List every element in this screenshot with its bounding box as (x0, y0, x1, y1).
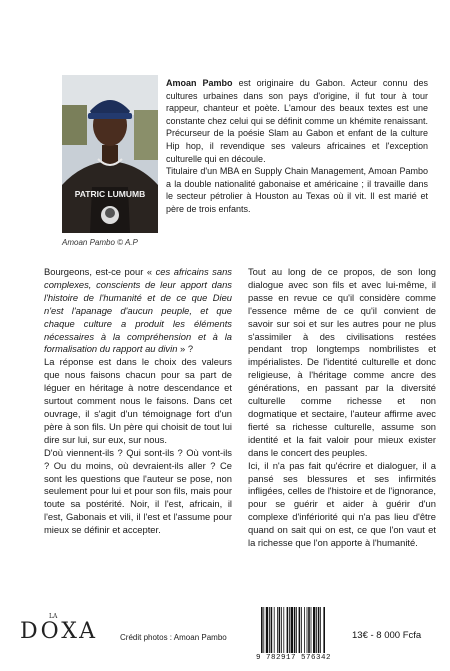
author-photo (62, 75, 158, 233)
right-paragraph-2: Ici, il n'a pas fait qu'écrire et dialoguer, il a pansé ses blessures et ses infirmités infligées, celles de l'histoire et de l'ignorance, pour se guérir et aider à guérir d'un complexe d'infériorité qui n'a pas lieu d'être quand on sait qui on est, ce que l'on vaut et la richesse que l'on apporte à l'humanité. (248, 459, 436, 549)
shirt-text-line1: PATRIC LUMUMB (74, 189, 146, 199)
publisher-logo-text: DOXA (20, 619, 99, 644)
author-name: Amoan Pambo (166, 78, 233, 88)
publisher-logo-prefix: LA (49, 613, 58, 620)
bio-paragraph-2: Titulaire d'un MBA en Supply Chain Management, Amoan Pambo a la double nationalité gabonaise et américaine ; il travaille dans le secteur pétrolier à Houston au Texas où il vit. Il est marié et père de trois enfants. (166, 166, 428, 214)
price: 13€ - 8 000 Fcfa (352, 630, 422, 641)
left-p1-start: Bourgeons, est-ce pour « (44, 266, 156, 277)
blurb-left-column (44, 266, 232, 537)
left-paragraph-1 (44, 266, 232, 356)
left-paragraph-2: La réponse est dans le choix des valeurs que nous faisons chacun pour sa part de léguer en héritage à notre descendance et surtout comment nous le faisons. Dans cet ouvrage, il s'agit d'un témoignage fort d'un père à son fils. Un père qui choisit de tout lui dire sur lui, sur eux, sur nous. (44, 356, 232, 445)
photo-caption: Amoan Pambo © A.P (62, 238, 138, 247)
isbn-barcode (260, 607, 346, 653)
bio-intro: est originaire du Gabon. Acteur connu des cultures urbaines dans son pays d'origine, il fut tour à tour rappeur, chanteur et poète. L'amour des beaux textes est une constante chez celui qui se définit comme un khémite renaissant. Précurseur de la poésie Slam au Gabon et enfant de la culture Hip hop, il revendique ses valeurs africaines et l'exception culturelle qui en découle. (166, 78, 428, 164)
left-p1-end: » ? (177, 343, 194, 355)
author-bio (166, 77, 428, 216)
left-paragraph-3: D'où viennent-ils ? Qui sont-ils ? Où vont-ils ? Ou du moins, où devraient-ils aller ? Ce sont les questions que l'auteur se pose, non seulement pour lui et pour son fils, mais pour toute sa postérité. Noir, il l'est, africain, il l'est, Gabonais et vili, il l'est et l'assume pour mieux se définir et accepter. (44, 446, 232, 536)
blurb-right-column (248, 266, 436, 550)
bio-paragraph (166, 77, 428, 165)
isbn-number: 9 782917 576342 (256, 654, 332, 662)
publisher-logo (20, 613, 99, 644)
photo-credit: Crédit photos : Amoan Pambo (120, 633, 227, 642)
right-paragraph-1: Tout au long de ce propos, de son long dialogue avec son fils et avec lui-même, il passe en revue ce qu'il considère comme l'essence même de ce qu'il convient de savoir sur soi et sur les autres pour ne plus s'assimiler à des civilisations restées pendant trop longtemps nombrilistes et impérialistes. De l'identité culturelle et donc religieuse, à l'héritage comme ancre des générations, en passant par la diversité culturelle comme richesse et non dogmatique et sectaire, l'auteur affirme avec fierté sa richesse culturelle, assume son identité et la fait valoir pour mieux exister dans le concert des peuples. (248, 266, 436, 458)
left-p1-quote: ces africains sans complexes, conscients de leur apport dans l'histoire de l'humanité et de ce que Dieu n'est l'apanage d'aucun peuple, et que chaque culture a produit les éléments nécessaires à la compréhension et à la formalisation du rapport au divin (44, 266, 232, 355)
